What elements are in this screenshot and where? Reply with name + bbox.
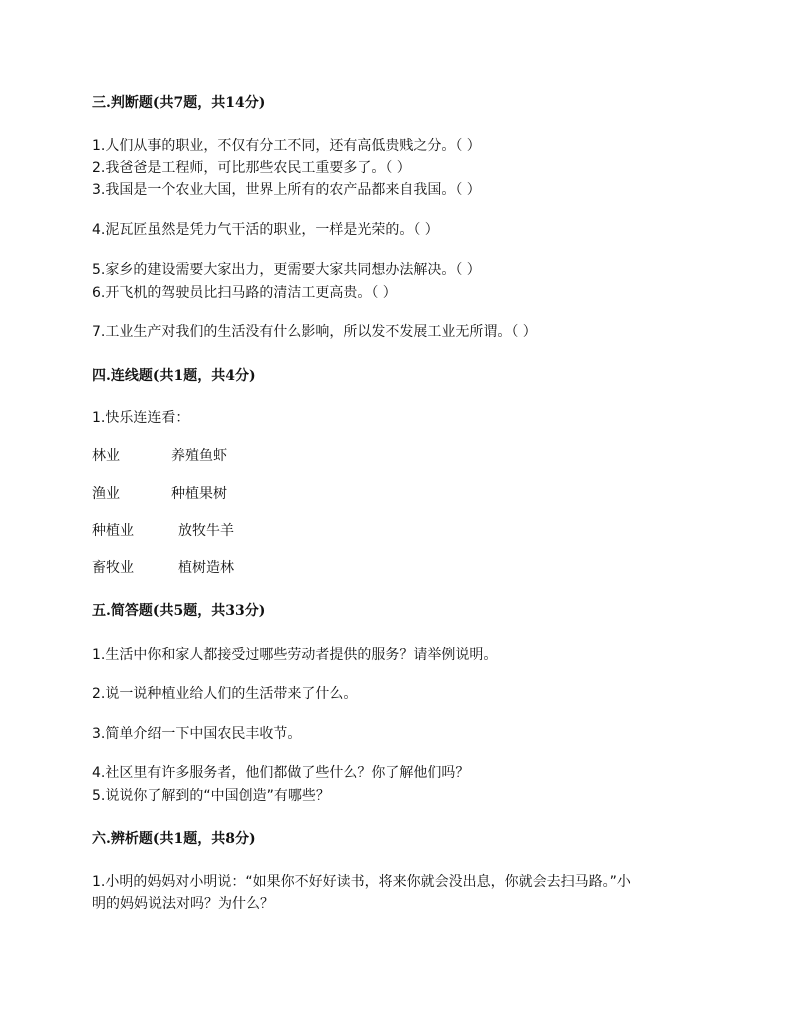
question-5-4: 4.社区里有许多服务者，他们都做了些什么？你了解他们吗？	[92, 765, 470, 781]
question-3-2: 2.我爸爸是工程师，可比那些农民工重要多了。（ ）	[92, 160, 411, 176]
question-5-2: 2.说一说种植业给人们的生活带来了什么。	[92, 686, 358, 702]
question-6-1-line-1: 1.小明的妈妈对小明说：“如果你不好好读书，将来你就会没出息，你就会去扫马路。”小	[92, 874, 631, 890]
question-5-3: 3.简单介绍一下中国农民丰收节。	[92, 726, 302, 742]
matching-right-item: 植树造林	[178, 560, 234, 576]
matching-right-item: 放牧牛羊	[178, 523, 234, 539]
matching-right-item: 养殖鱼虾	[171, 448, 227, 464]
section-4-heading: 四.连线题(共1题，共4分)	[92, 368, 256, 384]
question-5-1: 1.生活中你和家人都接受过哪些劳动者提供的服务？请举例说明。	[92, 647, 498, 663]
matching-left-item: 种植业	[92, 523, 134, 539]
question-3-1: 1.人们从事的职业，不仅有分工不同，还有高低贵贱之分。（ ）	[92, 138, 481, 154]
section-3-heading: 三.判断题(共7题，共14分)	[92, 95, 266, 111]
matching-left-item: 林业	[92, 448, 120, 464]
question-3-5: 5.家乡的建设需要大家出力，更需要大家共同想办法解决。（ ）	[92, 262, 481, 278]
question-5-5: 5.说说你了解到的“中国创造”有哪些？	[92, 788, 330, 804]
question-6-1-line-2: 明的妈妈说法对吗？为什么？	[92, 896, 274, 912]
matching-right-item: 种植果树	[171, 486, 227, 502]
question-3-4: 4.泥瓦匠虽然是凭力气干活的职业，一样是光荣的。（ ）	[92, 222, 439, 238]
question-3-3: 3.我国是一个农业大国，世界上所有的农产品都来自我国。（ ）	[92, 182, 481, 198]
matching-left-item: 畜牧业	[92, 560, 134, 576]
question-3-6: 6.开飞机的驾驶员比扫马路的清洁工更高贵。（ ）	[92, 285, 397, 301]
section-6-heading: 六.辨析题(共1题，共8分)	[92, 831, 256, 847]
section-5-heading: 五.简答题(共5题，共33分)	[92, 603, 266, 619]
question-4-1: 1.快乐连连看：	[92, 410, 190, 426]
matching-left-item: 渔业	[92, 486, 120, 502]
question-3-7: 7.工业生产对我们的生活没有什么影响，所以发不发展工业无所谓。（ ）	[92, 324, 537, 340]
